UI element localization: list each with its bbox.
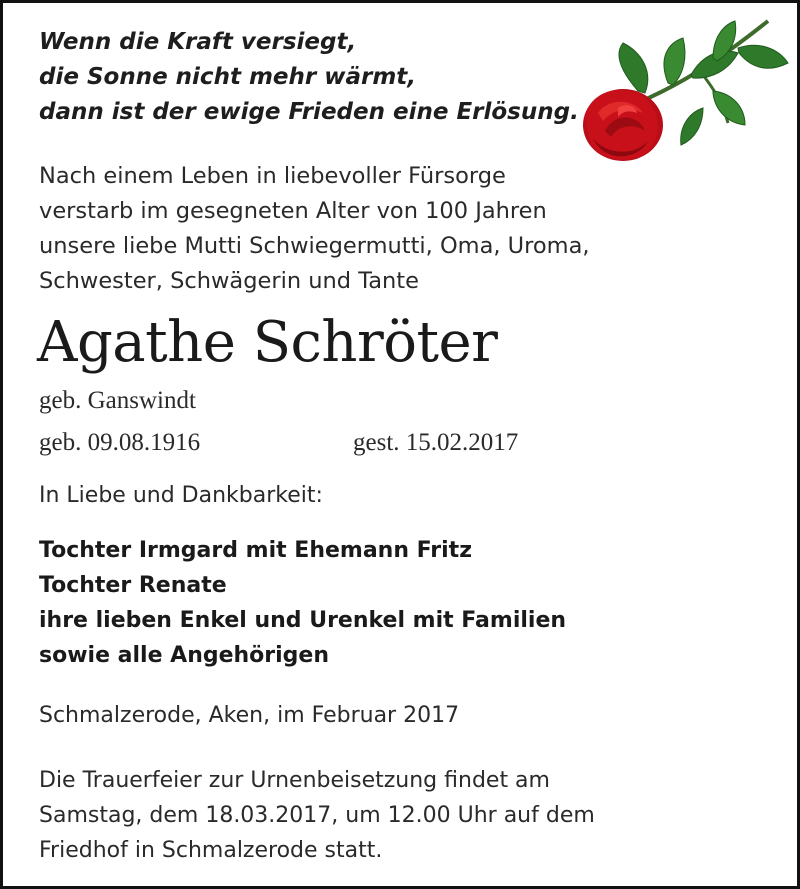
funeral-line: Samstag, dem 18.03.2017, um 12.00 Uhr auf dem	[39, 803, 595, 828]
death-date: gest. 15.02.2017	[353, 429, 519, 456]
poem	[39, 25, 599, 130]
poem-line: die Sonne nicht mehr wärmt,	[39, 64, 417, 90]
gratitude-line: In Liebe und Dankbarkeit:	[39, 483, 323, 508]
place-date: Schmalzerode, Aken, im Februar 2017	[39, 703, 460, 728]
birth-date: geb. 09.08.1916	[39, 429, 201, 456]
rose-bloom	[583, 89, 663, 161]
intro-line: Schwester, Schwägerin und Tante	[39, 268, 419, 294]
red-rose-icon	[563, 13, 793, 173]
intro-line: Nach einem Leben in liebevoller Fürsorge	[39, 163, 506, 189]
mourner: sowie alle Angehörigen	[39, 643, 330, 668]
mourners-list	[39, 533, 566, 673]
mourner: Tochter Renate	[39, 573, 227, 598]
funeral-line: Die Trauerfeier zur Urnenbeisetzung findet am	[39, 768, 550, 793]
mourner: ihre lieben Enkel und Urenkel mit Familien	[39, 608, 567, 633]
funeral-line: Friedhof in Schmalzerode statt.	[39, 838, 383, 863]
poem-line: Wenn die Kraft versiegt,	[39, 29, 357, 55]
deceased-name: Agathe Schröter	[37, 310, 498, 375]
poem-line: dann ist der ewige Frieden eine Erlösung.	[39, 99, 579, 125]
maiden-name: geb. Ganswindt	[39, 387, 196, 414]
intro-text	[39, 159, 719, 299]
mourner: Tochter Irmgard mit Ehemann Fritz	[39, 538, 472, 563]
funeral-info	[39, 763, 595, 868]
intro-line: verstarb im gesegneten Alter von 100 Jahren	[39, 198, 547, 224]
intro-line: unsere liebe Mutti Schwiegermutti, Oma, Uroma,	[39, 233, 590, 259]
